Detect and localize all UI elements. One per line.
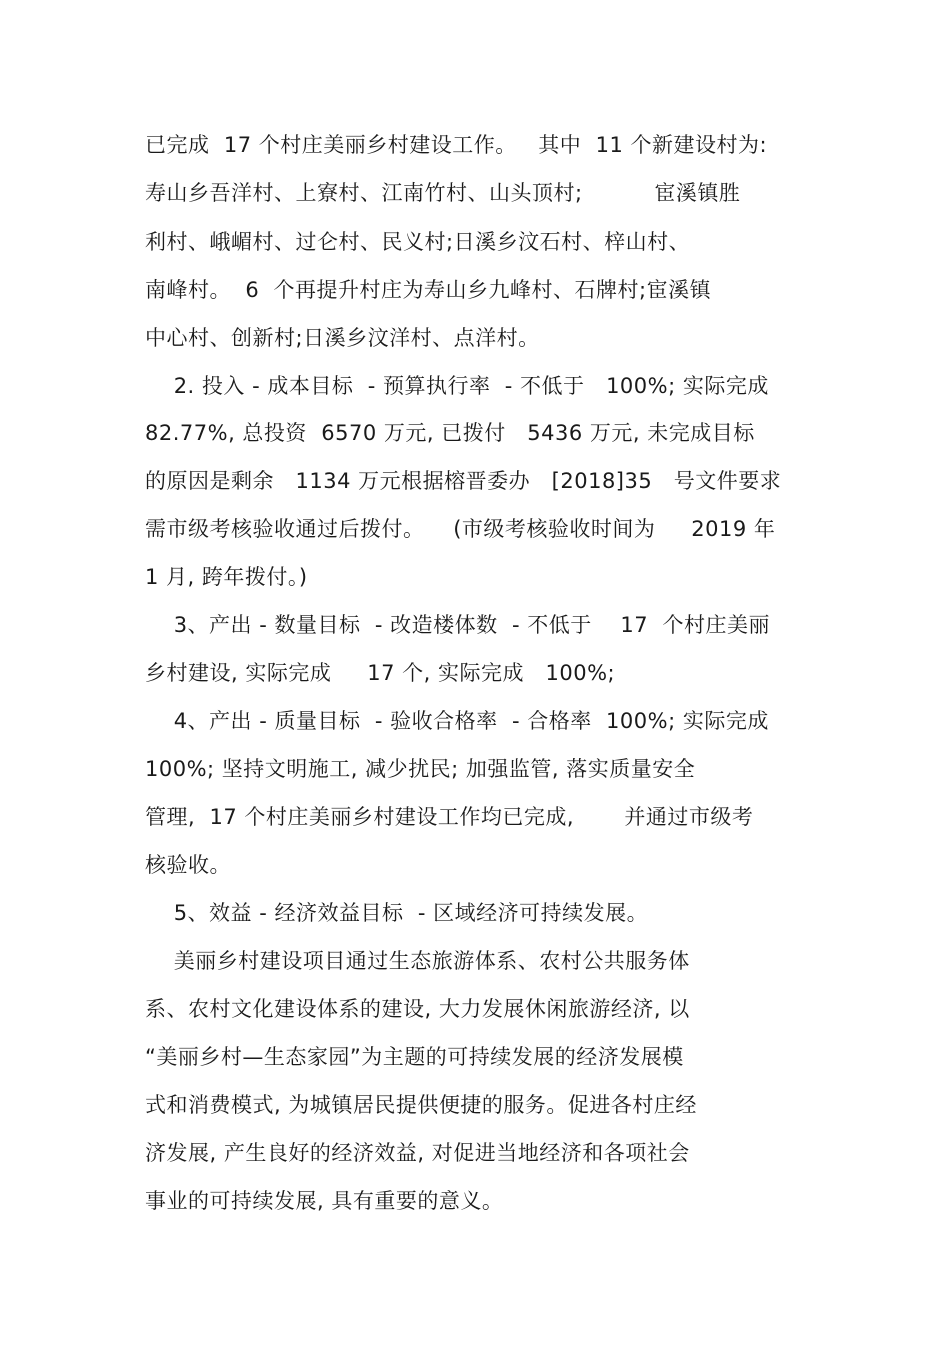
text-line: 美丽乡村建设项目通过生态旅游体系、农村公共服务体 xyxy=(145,949,690,973)
text-line: 需市级考核验收通过后拨付。 (市级考核验收时间为 2019 年 xyxy=(145,517,776,541)
text-line: 1 月, 跨年拨付。) xyxy=(145,565,308,589)
text-line: 5、效益 - 经济效益目标 - 区域经济可持续发展。 xyxy=(145,901,649,925)
text-line: “美丽乡村—生态家园”为主题的可持续发展的经济发展模 xyxy=(145,1045,684,1069)
text-line: 3、产出 - 数量目标 - 改造楼体数 - 不低于 17 个村庄美丽 xyxy=(145,613,770,637)
text-line: 中心村、创新村;日溪乡汶洋村、点洋村。 xyxy=(145,326,540,350)
text-line: 管理, 17 个村庄美丽乡村建设工作均已完成, 并通过市级考 xyxy=(145,805,754,829)
text-line: 寿山乡吾洋村、上寮村、江南竹村、山头顶村; 宦溪镇胜 xyxy=(145,181,741,205)
text-line: 核验收。 xyxy=(145,853,231,877)
text-line: 式和消费模式, 为城镇居民提供便捷的服务。促进各村庄经 xyxy=(145,1093,697,1117)
text-line: 82.77%, 总投资 6570 万元, 已拨付 5436 万元, 未完成目标 xyxy=(145,421,755,445)
text-line: 事业的可持续发展, 具有重要的意义。 xyxy=(145,1189,504,1213)
text-line: 的原因是剩余 1134 万元根据榕晋委办 [2018]35 号文件要求 xyxy=(145,469,782,493)
text-line: 济发展, 产生良好的经济效益, 对促进当地经济和各项社会 xyxy=(145,1141,690,1165)
text-line: 2. 投入 - 成本目标 - 预算执行率 - 不低于 100%; 实际完成 xyxy=(145,374,769,398)
text-line: 南峰村。 6 个再提升村庄为寿山乡九峰村、石牌村;宦溪镇 xyxy=(145,278,712,302)
text-line: 利村、峨嵋村、过仑村、民义村;日溪乡汶石村、梓山村、 xyxy=(145,230,691,254)
text-line: 4、产出 - 质量目标 - 验收合格率 - 合格率 100%; 实际完成 xyxy=(145,709,769,733)
text-line: 系、农村文化建设体系的建设, 大力发展休闲旅游经济, 以 xyxy=(145,997,690,1021)
text-line: 乡村建设, 实际完成 17 个, 实际完成 100%; xyxy=(145,661,616,685)
text-line: 100%; 坚持文明施工, 减少扰民; 加强监管, 落实质量安全 xyxy=(145,757,696,781)
text-line: 已完成 17 个村庄美丽乡村建设工作。 其中 11 个新建设村为: xyxy=(145,133,768,157)
